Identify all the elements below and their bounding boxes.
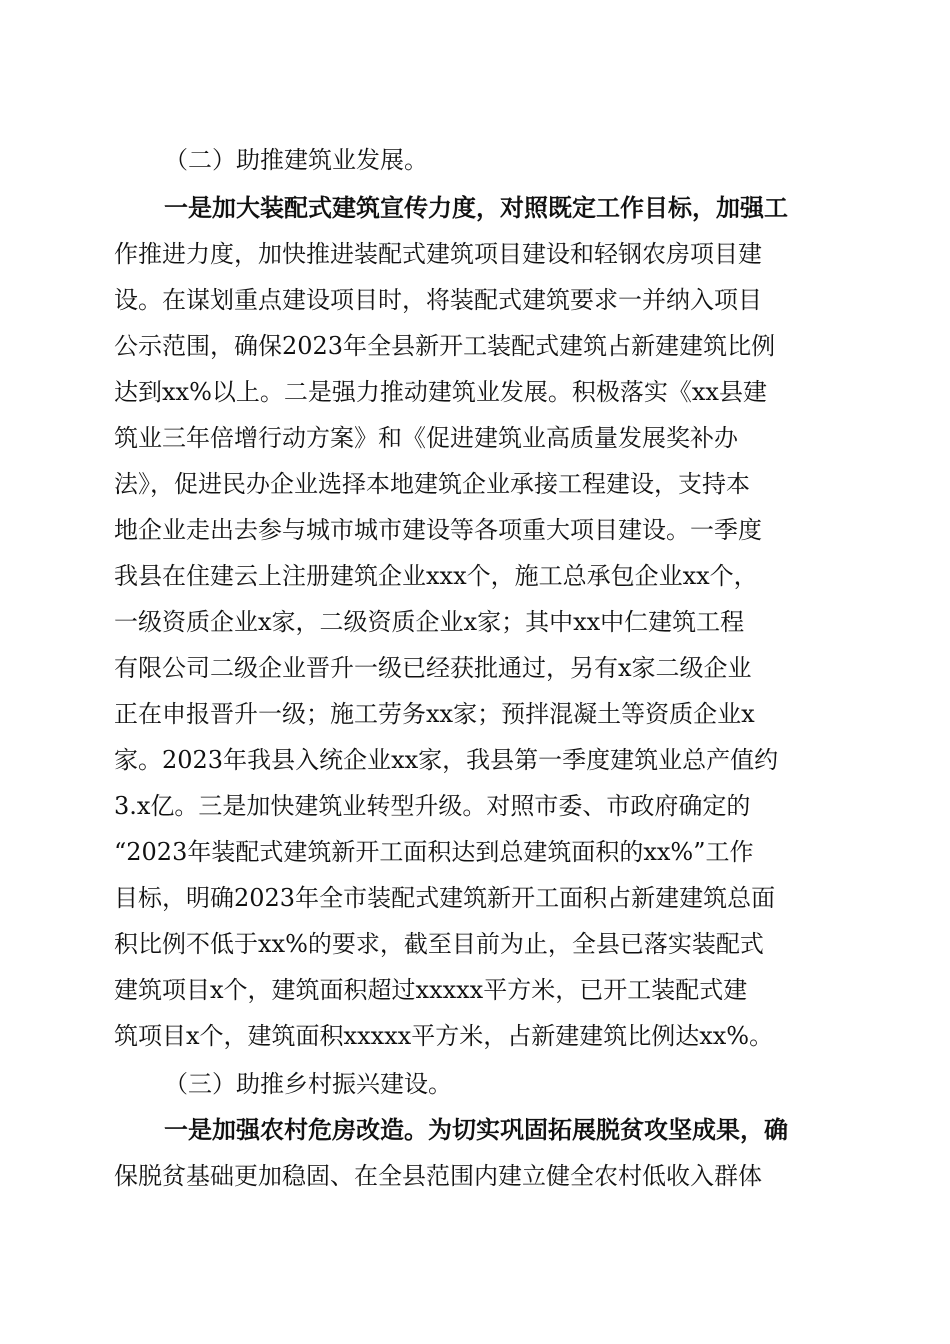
section-heading-3: （三）助推乡村振兴建设。	[164, 1070, 452, 1098]
paragraph-line: 目标，明确2023年全市装配式建筑新开工面积占新建建筑总面	[114, 884, 776, 912]
paragraph-line: 积比例不低于xx%的要求，截至目前为止，全县已落实装配式	[114, 930, 764, 958]
paragraph-line: 一级资质企业x家，二级资质企业x家；其中xx中仁建筑工程	[114, 608, 745, 636]
paragraph-line: 3.x亿。三是加快建筑业转型升级。对照市委、市政府确定的	[114, 792, 751, 820]
paragraph-line: 达到xx%以上。二是强力推动建筑业发展。积极落实《xx县建	[114, 378, 767, 406]
paragraph-line: 正在申报晋升一级；施工劳务xx家；预拌混凝土等资质企业x	[114, 700, 755, 728]
paragraph-line: “2023年装配式建筑新开工面积达到总建筑面积的xx%”工作	[114, 838, 754, 866]
paragraph-line: 筑业三年倍增行动方案》和《促进建筑业高质量发展奖补办	[114, 424, 738, 452]
paragraph-line: 公示范围，确保2023年全县新开工装配式建筑占新建建筑比例	[114, 332, 776, 360]
paragraph-line: 建筑项目x个，建筑面积超过xxxxx平方米，已开工装配式建	[114, 976, 748, 1004]
paragraph-line: 地企业走出去参与城市城市建设等各项重大项目建设。一季度	[114, 516, 762, 544]
section-heading-2: （二）助推建筑业发展。	[164, 146, 428, 174]
paragraph-line: 有限公司二级企业晋升一级已经获批通过，另有x家二级企业	[114, 654, 752, 682]
paragraph-line: 家。2023年我县入统企业xx家，我县第一季度建筑业总产值约	[114, 746, 779, 774]
paragraph-line: 一是加大装配式建筑宣传力度，对照既定工作目标，加强工	[164, 194, 788, 222]
paragraph-line: 一是加强农村危房改造。为切实巩固拓展脱贫攻坚成果，确	[164, 1116, 788, 1144]
paragraph-line: 设。在谋划重点建设项目时，将装配式建筑要求一并纳入项目	[114, 286, 762, 314]
paragraph-line: 筑项目x个，建筑面积xxxxx平方米，占新建建筑比例达xx%。	[114, 1022, 774, 1050]
paragraph-line: 我县在住建云上注册建筑企业xxx个，施工总承包企业xx个，	[114, 562, 758, 590]
paragraph-line: 保脱贫基础更加稳固、在全县范围内建立健全农村低收入群体	[114, 1162, 762, 1190]
paragraph-line: 作推进力度，加快推进装配式建筑项目建设和轻钢农房项目建	[114, 240, 762, 268]
paragraph-line: 法》，促进民办企业选择本地建筑企业承接工程建设，支持本	[114, 470, 750, 498]
